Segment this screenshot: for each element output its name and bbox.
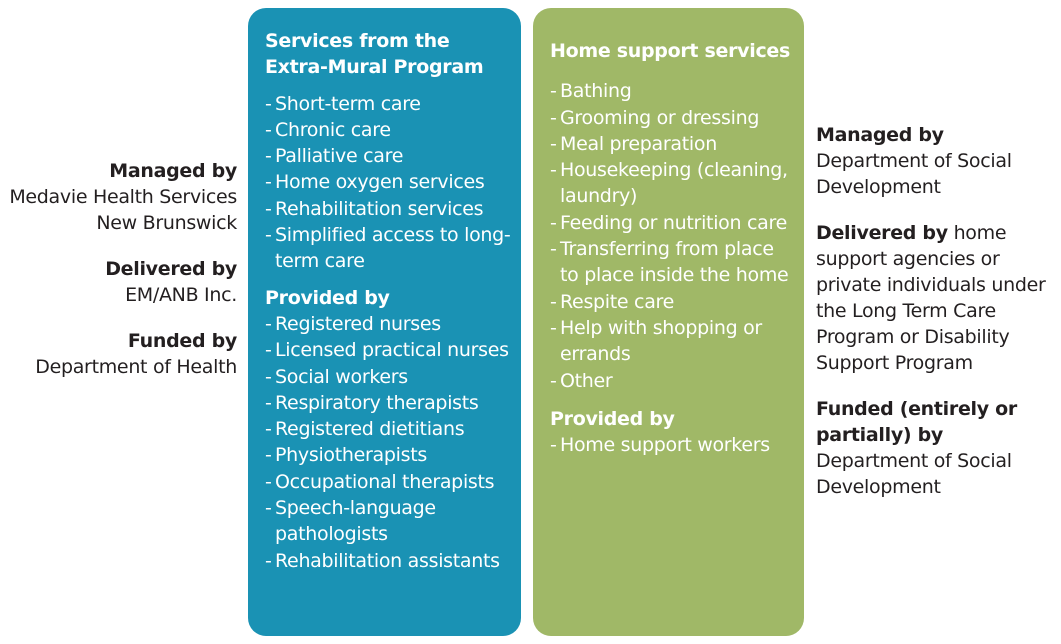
managed-by-group: [0, 158, 237, 236]
delivered-by-label: Delivered by: [105, 258, 237, 280]
funded-by-value: Department of Health: [35, 356, 237, 378]
home-support-services-panel: [533, 8, 804, 636]
managed-by-group: [816, 122, 1056, 200]
home-support-services-list: [550, 78, 796, 394]
delivered-by-group: [816, 220, 1056, 376]
service-item: - Short-term care: [265, 91, 513, 117]
home-support-providers-list: [550, 432, 796, 458]
right-info: [816, 122, 1056, 520]
service-item: - Feeding or nutrition care: [550, 210, 796, 236]
service-item: - Housekeeping (cleaning, laundry): [550, 157, 796, 210]
managed-by-value-line2: Development: [816, 176, 941, 198]
provider-item: - Home support workers: [550, 432, 796, 458]
delivered-by-label: Delivered by: [816, 222, 948, 244]
home-support-panel-title: Home support services: [550, 40, 791, 62]
provider-item: - Registered nurses: [265, 311, 513, 337]
service-item: - Grooming or dressing: [550, 105, 796, 131]
provider-item: - Registered dietitians: [265, 416, 513, 442]
managed-by-value-line1: Department of Social: [816, 150, 1012, 172]
provider-item: - Social workers: [265, 364, 513, 390]
provider-item: - Physiotherapists: [265, 442, 513, 468]
extra-mural-program-panel: [248, 8, 521, 636]
managed-by-value-line2: New Brunswick: [96, 212, 237, 234]
provider-item: - Occupational therapists: [265, 469, 513, 495]
provider-item: - Speech-language pathologists: [265, 495, 513, 548]
funded-by-group: [816, 396, 1056, 500]
extra-mural-provided-by-heading: Provided by: [265, 286, 390, 309]
delivered-by-group: [0, 256, 237, 308]
service-item: - Respite care: [550, 289, 796, 315]
managed-by-label: Managed by: [816, 124, 944, 146]
service-item: - Help with shopping or errands: [550, 315, 796, 368]
provider-item: - Licensed practical nurses: [265, 337, 513, 363]
provider-item: - Respiratory therapists: [265, 390, 513, 416]
service-item: - Rehabilitation services: [265, 196, 513, 222]
service-item: - Palliative care: [265, 143, 513, 169]
service-item: - Meal preparation: [550, 131, 796, 157]
service-item: - Chronic care: [265, 117, 513, 143]
home-support-provided-by-heading: Provided by: [550, 407, 675, 430]
extra-mural-services-list: [265, 91, 513, 275]
extra-mural-title-line2: Extra-Mural Program: [265, 56, 484, 79]
service-item: - Transferring from place to place inside the home: [550, 236, 796, 289]
funded-by-label: Funded by: [127, 330, 237, 352]
service-item: - Home oxygen services: [265, 169, 513, 195]
funded-by-group: [0, 328, 237, 380]
provider-item: - Rehabilitation assistants: [265, 548, 513, 574]
funded-by-value: Department of Social Development: [816, 450, 1012, 498]
service-item: - Other: [550, 368, 796, 394]
funded-by-label: Funded (entirely or partially) by: [816, 398, 1017, 446]
service-item: - Bathing: [550, 78, 796, 104]
extra-mural-title-line1: Services from the: [265, 30, 450, 52]
service-item: - Simplified access to long-term care: [265, 222, 513, 275]
managed-by-value-line1: Medavie Health Services: [9, 186, 237, 208]
extra-mural-panel-title: [265, 28, 513, 81]
delivered-by-value: EM/ANB Inc.: [125, 284, 237, 306]
left-info: [0, 158, 237, 400]
managed-by-label: Managed by: [109, 160, 237, 182]
extra-mural-providers-list: [265, 311, 513, 574]
delivered-by-value: home support agencies or private individuals under the Long Term Care Program or Disability Support Program: [816, 222, 1046, 374]
